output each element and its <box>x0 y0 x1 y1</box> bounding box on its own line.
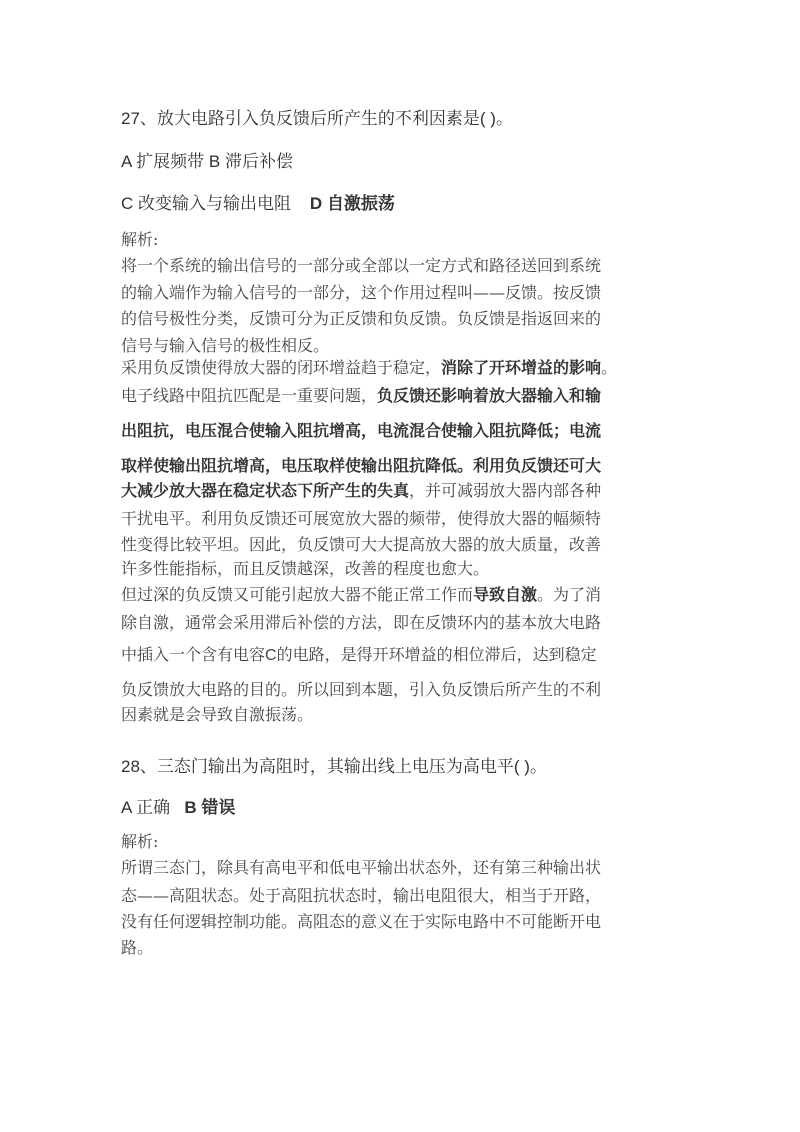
analysis-27-line <box>121 533 601 557</box>
analysis-27-line <box>121 479 601 503</box>
body-text: 性变得比较平坦。因此，负反馈可大大提高放大器的放大质量，改善 <box>121 535 602 554</box>
option-d-letter: D <box>309 194 323 213</box>
option-d-text: 自激振荡 <box>326 194 395 213</box>
body-text: 负反馈放大电路的目的。所以回到本题，引入负反馈后所产生的不利 <box>121 680 602 699</box>
question-27: 27、放大电路引入负反馈后所产生的不利因素是( )。 <box>121 109 513 128</box>
body-text: 所谓三态门，除具有高电平和低电平输出状态外，还有第三种输出状 <box>121 858 602 877</box>
analysis-27-line <box>121 334 329 358</box>
option-b-letter: B <box>208 152 221 171</box>
option-c-letter: C <box>121 194 134 213</box>
analysis-label-27: 解析: <box>121 230 159 249</box>
body-text: 干扰电平。利用负反馈还可展宽放大器的频带，使得放大器的幅频特 <box>121 509 602 528</box>
body-text: 电子线路中阻抗匹配是一重要问题， <box>121 386 378 405</box>
analysis-27-line <box>121 356 617 380</box>
body-text: 。 <box>601 358 618 377</box>
analysis-label-28: 解析: <box>121 832 159 851</box>
emphasis-text: 导致自激 <box>473 585 538 604</box>
option-b-text: 滞后补偿 <box>224 152 293 171</box>
analysis-27-line <box>121 583 601 607</box>
body-text: 的信号极性分类，反馈可分为正反馈和负反馈。负反馈是指返回来的 <box>121 309 602 328</box>
analysis-27-line <box>121 678 601 702</box>
analysis-27-line <box>121 643 597 668</box>
body-text: 采用负反馈使得放大器的闭环增益趋于稳定， <box>121 358 442 377</box>
option-b-text: 错误 <box>201 798 236 817</box>
body-text: ，并可减弱放大器内部各种 <box>409 481 602 500</box>
body-text: 信号与输入信号的极性相反。 <box>121 336 330 355</box>
analysis-27-line <box>121 254 601 278</box>
question-27-options-cd <box>121 192 395 216</box>
analysis-27-line <box>121 419 601 443</box>
analysis-27-line <box>121 281 601 305</box>
emphasis-text: 出阻抗，电压混合使输入阻抗增高，电流混合使输入阻抗降低；电流 <box>121 421 602 440</box>
emphasis-text: 消除了开环增益的影响 <box>441 358 602 377</box>
analysis-28-line <box>121 884 601 908</box>
emphasis-text: 负反馈还影响着放大器输入和输 <box>377 386 602 405</box>
body-text: 态——高阻状态。处于高阻抗状态时，输出电阻很大，相当于开路， <box>121 886 602 905</box>
body-text: 没有任何逻辑控制功能。高阻态的意义在于实际电路中不可能断开电 <box>121 912 602 931</box>
body-text: 中插入一个含有电容 <box>121 645 266 664</box>
question-28: 28、三态门输出为高阻时，其输出线上电压为高电平( )。 <box>121 757 547 776</box>
analysis-27-line <box>121 557 489 581</box>
analysis-27-line <box>121 454 601 478</box>
body-text: 将一个系统的输出信号的一部分或全部以一定方式和路径送回到系统 <box>121 256 602 275</box>
body-text: 。为了消 <box>537 585 602 604</box>
body-text: C <box>265 647 277 664</box>
question-28-options <box>121 796 235 820</box>
option-c-text: 改变输入与输出电阻 <box>138 194 292 213</box>
option-a-letter: A <box>121 798 132 817</box>
analysis-28-line <box>121 910 601 934</box>
body-text: 除自激，通常会采用滞后补偿的方法，即在反馈环内的基本放大电路 <box>121 613 602 632</box>
body-text: 路。 <box>121 938 154 957</box>
body-text: 因素就是会导致自激振荡。 <box>121 705 314 724</box>
analysis-27-line <box>121 703 313 727</box>
question-27-options-ab <box>121 150 293 174</box>
emphasis-text: 取样使输出阻抗增高，电压取样使输出阻抗降低。利用负反馈还可大 <box>121 456 602 475</box>
analysis-27-line <box>121 611 601 635</box>
analysis-27-line <box>121 307 601 331</box>
body-text: 的电路，是得开环增益的相位滞后，达到稳定 <box>276 645 597 664</box>
body-text: 的输入端作为输入信号的一部分，这个作用过程叫——反馈。按反馈 <box>121 283 602 302</box>
analysis-28-line <box>121 856 601 880</box>
analysis-28-line <box>121 936 153 960</box>
body-text: 许多性能指标，而且反馈越深，改善的程度也愈大。 <box>121 559 490 578</box>
analysis-27-line <box>121 507 601 531</box>
option-a-text: 扩展频带 <box>136 152 205 171</box>
option-a-text: 正确 <box>136 798 171 817</box>
analysis-27-line <box>121 384 601 408</box>
option-b-letter: B <box>184 798 197 817</box>
body-text: 但过深的负反馈又可能引起放大器不能正常工作而 <box>121 585 474 604</box>
option-a-letter: A <box>121 152 132 171</box>
emphasis-text: 大减少放大器在稳定状态下所产生的失真 <box>121 481 410 500</box>
